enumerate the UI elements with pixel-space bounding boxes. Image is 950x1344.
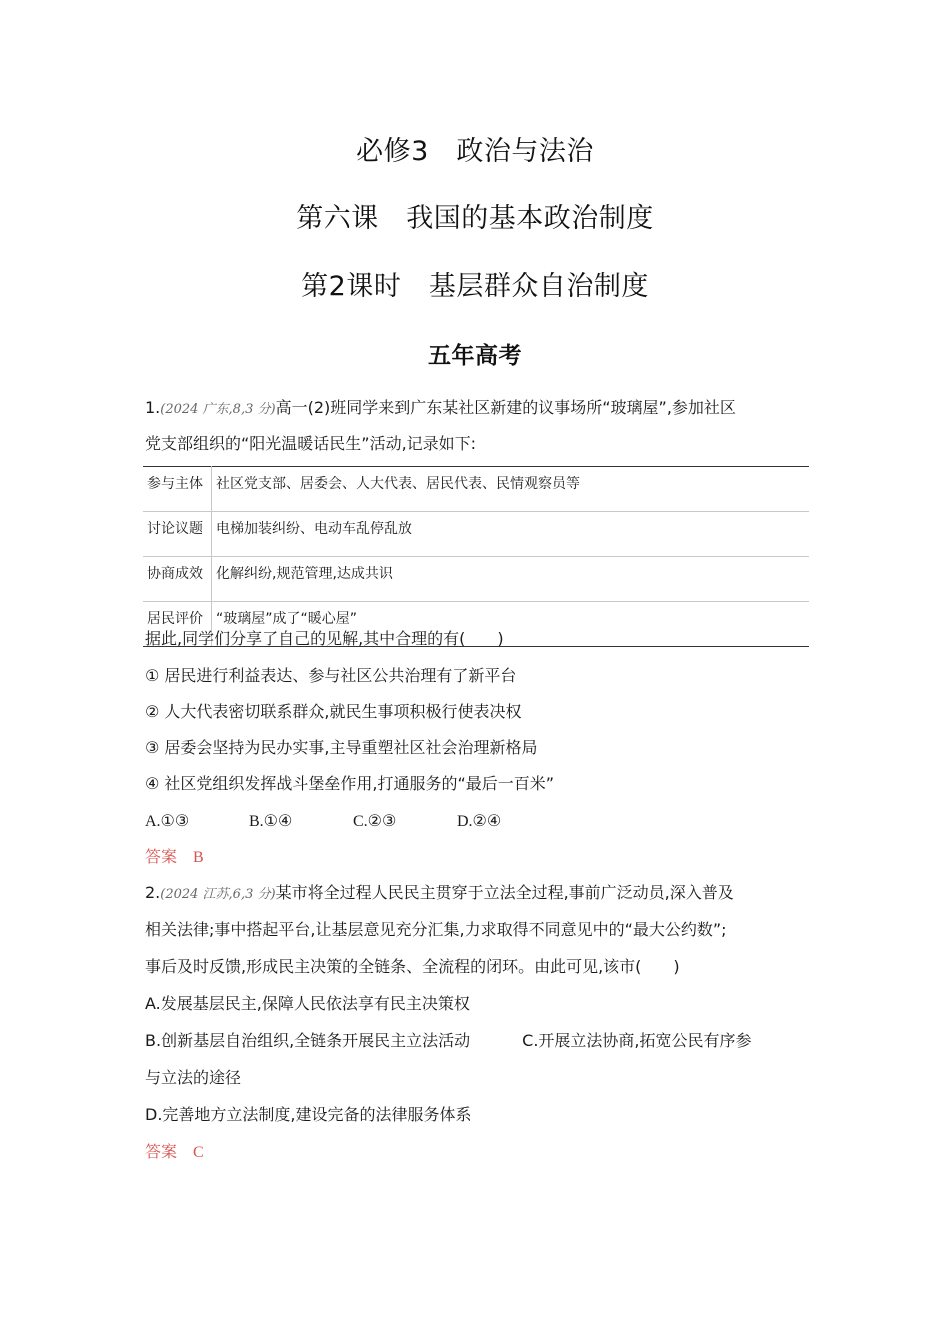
q1-option-d: D.②④ bbox=[457, 813, 502, 830]
q2-stem-2: 相关法律;事中搭起平台,让基层意见充分汇集,力求取得不同意见中的“最大公约数”; bbox=[145, 920, 727, 939]
table-key: 居民评价 bbox=[143, 602, 212, 647]
table-value: 化解纠纷,规范管理,达成共识 bbox=[212, 557, 810, 602]
q1-number: 1. bbox=[145, 398, 161, 417]
q1-stem-line-1 bbox=[145, 396, 736, 422]
q1-options bbox=[145, 809, 561, 834]
q2-option-a: A.发展基层民主,保障人民依法享有民主决策权 bbox=[145, 994, 470, 1013]
q1-record-table bbox=[143, 466, 809, 647]
q1-stem-2: 党支部组织的“阳光温暖话民生”活动,记录如下: bbox=[145, 434, 477, 453]
q1-answer-label: 答案 bbox=[145, 847, 178, 866]
table-value: “玻璃屋”成了“暖心屋” bbox=[212, 602, 810, 647]
book-title: 必修3 政治与法治 bbox=[356, 136, 594, 167]
q2-number: 2. bbox=[145, 883, 161, 902]
q1-answer-value: B bbox=[193, 849, 204, 866]
table-row bbox=[143, 557, 809, 602]
table-key: 讨论议题 bbox=[143, 512, 212, 557]
lesson-title: 第六课 我国的基本政治制度 bbox=[296, 203, 654, 234]
table-key: 参与主体 bbox=[143, 467, 212, 512]
q2-options-bc bbox=[145, 1029, 752, 1053]
q1-item-1: ① 居民进行利益表达、参与社区公共治理有了新平台 bbox=[145, 666, 517, 685]
table-value: 电梯加装纠纷、电动车乱停乱放 bbox=[212, 512, 810, 557]
q2-stem-1: 某市将全过程人民民主贯穿于立法全过程,事前广泛动员,深入普及 bbox=[275, 883, 734, 902]
q1-item-4: ④ 社区党组织发挥战斗堡垒作用,打通服务的“最后一百米” bbox=[145, 774, 555, 793]
table-row bbox=[143, 512, 809, 557]
q1-item-3: ③ 居委会坚持为民办实事,主导重塑社区社会治理新格局 bbox=[145, 738, 538, 757]
q1-source: (2024 广东,8,3 分) bbox=[160, 402, 276, 417]
q1-prompt: 据此,同学们分享了自己的见解,其中合理的有( ) bbox=[145, 629, 504, 648]
q2-stem-3: 事后及时反馈,形成民主决策的全链条、全流程的闭环。由此可见,该市( ) bbox=[145, 957, 680, 976]
q2-stem-line-1 bbox=[145, 881, 734, 907]
q1-item-2: ② 人大代表密切联系群众,就民生事项积极行使表决权 bbox=[145, 702, 522, 721]
q1-option-b: B.①④ bbox=[249, 813, 293, 830]
q2-answer bbox=[145, 1140, 204, 1165]
q2-option-c-1: C.开展立法协商,拓宽公民有序参 bbox=[522, 1031, 752, 1050]
q2-option-b: B.创新基层自治组织,全链条开展民主立法活动 bbox=[145, 1031, 471, 1050]
q2-answer-value: C bbox=[193, 1144, 204, 1161]
q2-answer-label: 答案 bbox=[145, 1142, 178, 1161]
table-key: 协商成效 bbox=[143, 557, 212, 602]
table-row bbox=[143, 467, 809, 512]
q1-option-a: A.①③ bbox=[145, 813, 190, 830]
q2-option-c-2: 与立法的途径 bbox=[145, 1068, 242, 1087]
table-value: 社区党支部、居委会、人大代表、居民代表、民情观察员等 bbox=[212, 467, 810, 512]
section-title: 五年高考 bbox=[428, 343, 522, 369]
period-title: 第2课时 基层群众自治制度 bbox=[301, 271, 649, 302]
q1-answer bbox=[145, 845, 204, 870]
q2-source: (2024 江苏,6,3 分) bbox=[160, 887, 276, 902]
q2-option-d: D.完善地方立法制度,建设完备的法律服务体系 bbox=[145, 1105, 472, 1124]
q1-option-c: C.②③ bbox=[353, 813, 397, 830]
q1-stem-1: 高一(2)班同学来到广东某社区新建的议事场所“玻璃屋”,参加社区 bbox=[275, 398, 736, 417]
